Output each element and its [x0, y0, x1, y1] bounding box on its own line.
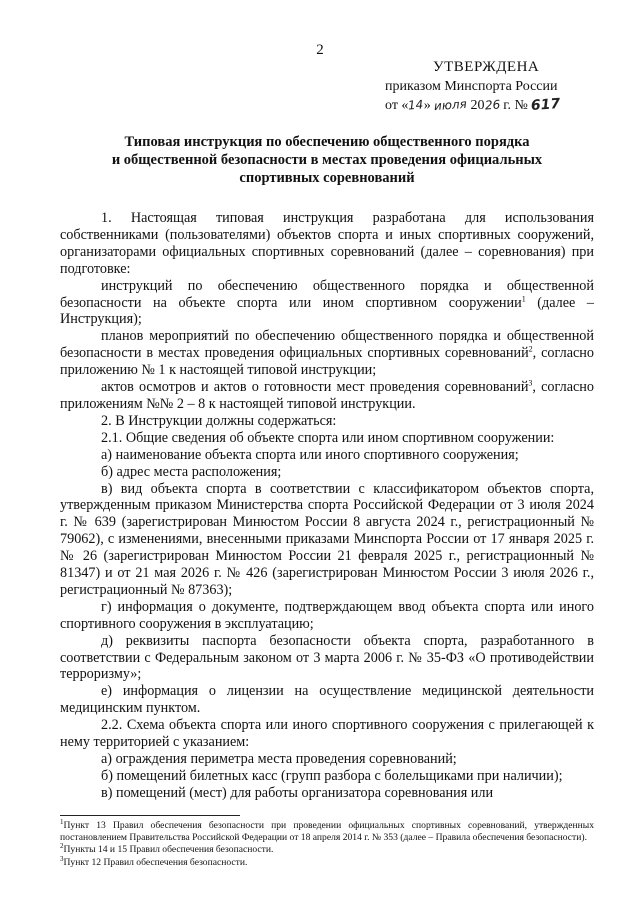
paragraph-2: инструкций по обеспечению общественного порядка и общественной безопасности на объекте спорта или ином спортивном сооружении$^1$ (далее – Инструкция);	[60, 277, 594, 328]
paragraph-15: б) помещений билетных касс (групп разбора с болельщиками при наличии);	[101, 767, 563, 784]
paragraph-14: а) ограждения периметра места проведения соревнований;	[101, 751, 457, 767]
title-line-3: спортивных соревнований	[239, 170, 415, 186]
paragraph-11: д) реквизиты паспорта безопасности объекта спорта, разработанного в соответствии с Федеральным законом от 3 марта 2006 г. № 35-ФЗ «О противодействии терроризму»;	[60, 632, 594, 683]
title-line-2: и общественной безопасности в местах проведения официальных	[111, 152, 543, 168]
handwritten-month: июля	[433, 96, 468, 114]
paragraph-5: 2. В Инструкции должны содержаться:	[101, 412, 337, 429]
paragraph-7: а) наименование объекта спорта или иного спортивного сооружения;	[101, 446, 519, 463]
handwritten-day: 14	[407, 97, 425, 113]
paragraph-12: е) информация о лицензии на осуществление медицинской деятельности медицинским пунктом.	[60, 683, 594, 717]
approval-date-line	[385, 96, 561, 115]
paragraph-10: г) информация о документе, подтверждающем ввод объекта спорта или иного спортивного сооружения в эксплуатацию;	[60, 598, 594, 632]
footnote-1: $^1$Пункт 13 Правил обеспечения безопасности при проведении официальных спортивных соревнований, утвержденных постановлением Правительства Российской Федерации от 18 апреля 2014 г. № 353 (далее – Правила обеспечения безопасности).	[60, 817, 594, 844]
footnotes	[60, 817, 594, 869]
footnote-ref-2: 2	[528, 344, 533, 354]
paragraph-9: в) вид объекта спорта в соответствии с классификатором объектов спорта, утвержденным приказом Министерства спорта Российской Федерации от 3 июля 2024 г. № 639 (зарегистрирован Минюстом России 8 августа 2024 г., регистрационный № 79062), с изменениями, внесенными приказами Минспорта России от 17 января 2025 г. № 26 (зарегистрирован Минюстом России 21 февраля 2025 г., регистрационный № 81347) и от 21 мая 2026 г. № 426 (зарегистрирован Минюстом России 3 июля 2026 г., регистрационный № 87363);	[60, 480, 594, 598]
approval-title: УТВЕРЖДЕНА	[433, 59, 540, 75]
paragraph-4: актов осмотров и актов о готовности мест проведения соревнований$^3$, согласно приложениям №№ 2 – 8 к настоящей типовой инструкции.	[60, 378, 594, 412]
paragraph-6: 2.1. Общие сведения об объекте спорта или ином спортивном сооружении:	[101, 429, 555, 446]
page-number: 2	[316, 42, 324, 58]
approval-year-prefix: 20	[470, 98, 485, 113]
approval-number-label: г. №	[503, 98, 528, 113]
paragraph-8: б) адрес места расположения;	[101, 463, 282, 480]
approval-order-line: приказом Минспорта России	[385, 79, 558, 94]
approval-quote: »	[423, 98, 431, 113]
paragraph-1: 1. Настоящая типовая инструкция разработана для использования собственниками (пользователями) объектов спорта и иных спортивных сооружений, организаторами официальных спортивных соревнований (далее – соревнования) при подготовке:	[60, 210, 594, 277]
paragraph-16: в) помещений (мест) для работы организатора соревнования или	[101, 784, 494, 801]
footnote-ref-1: 1	[521, 293, 526, 303]
footnote-divider	[60, 815, 240, 816]
document-title	[60, 133, 594, 187]
paragraph-13: 2.2. Схема объекта спорта или иного спортивного сооружения с прилегающей к нему территорией с указанием:	[60, 717, 594, 751]
footnote-2: $^2$Пункты 14 и 15 Правил обеспечения безопасности.	[60, 842, 274, 856]
title-line-1: Типовая инструкция по обеспечению общественного порядка	[124, 134, 530, 150]
handwritten-year: 26	[484, 97, 501, 113]
handwritten-number: 617	[530, 96, 562, 115]
paragraph-3: планов мероприятий по обеспечению общественного порядка и общественной безопасности в местах проведения официальных спортивных соревнований$^2$, согласно приложению № 1 к настоящей типовой инструкции;	[60, 328, 594, 379]
footnote-ref-3: 3	[528, 378, 533, 388]
footnote-3: $^3$Пункт 12 Правил обеспечения безопасности.	[60, 854, 248, 868]
approval-from: от «	[385, 98, 409, 113]
document-body	[60, 210, 594, 802]
approval-stamp	[385, 58, 561, 115]
